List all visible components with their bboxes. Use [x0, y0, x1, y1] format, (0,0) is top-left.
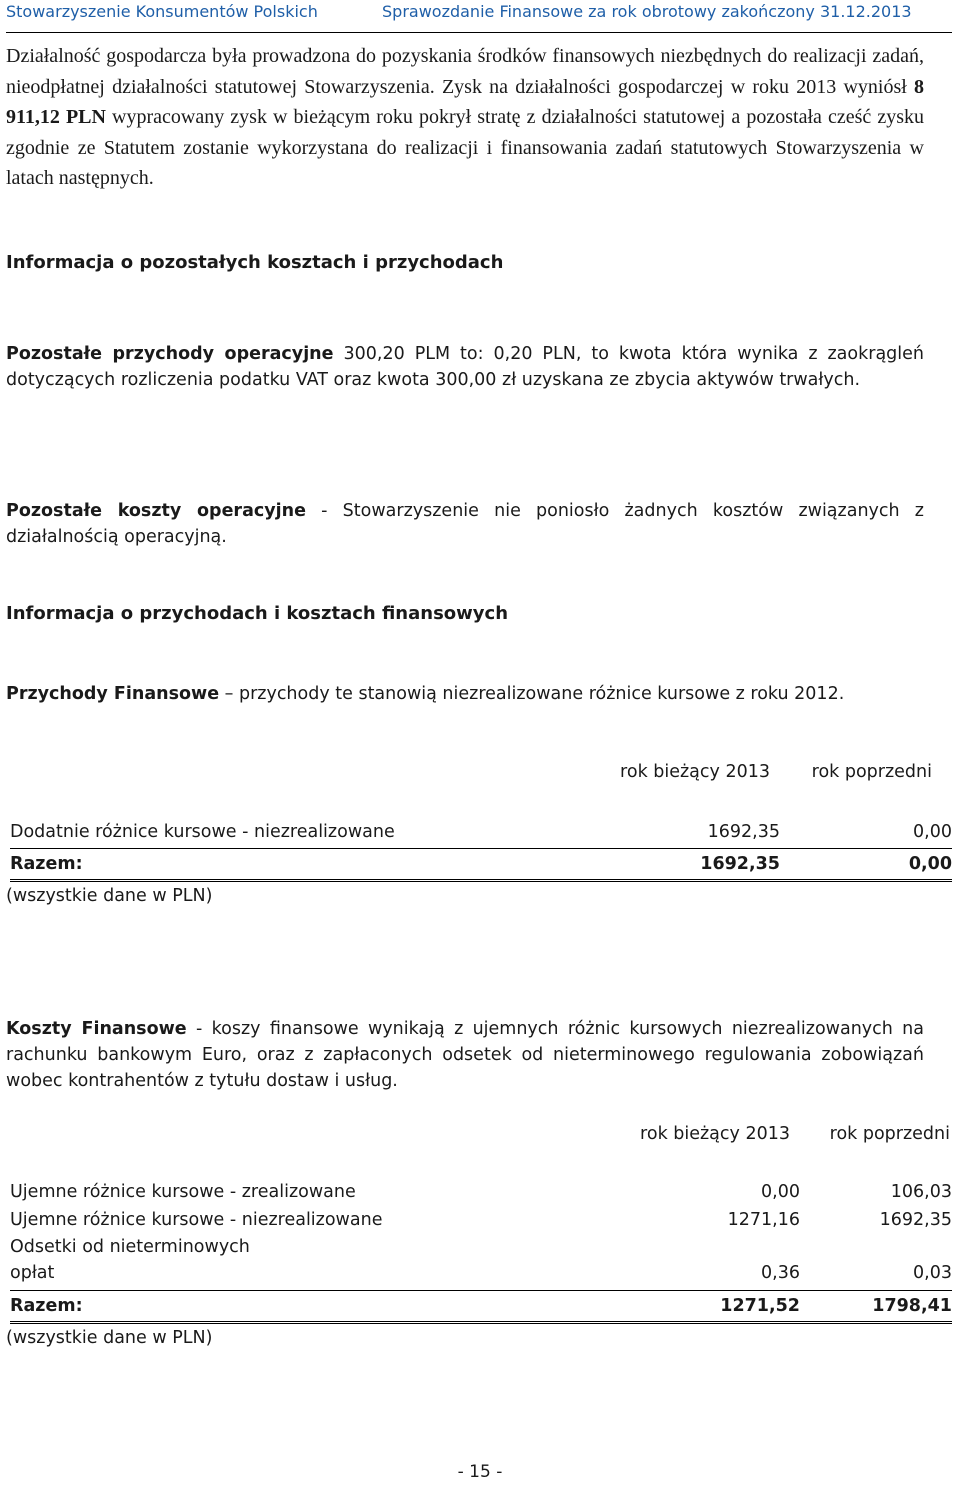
table-row	[10, 1237, 952, 1263]
total-current-value: 1271,52	[720, 1296, 800, 1316]
section-heading-other: Informacja o pozostałych kosztach i przychodach	[6, 252, 504, 273]
table-note	[6, 1328, 952, 1354]
other-costs-paragraph	[6, 498, 924, 550]
financial-income-label: Przychody Finansowe	[6, 684, 220, 704]
header-report-title: Sprawozdanie Finansowe za rok obrotowy zakończony 31.12.2013	[382, 2, 912, 21]
financial-costs-paragraph	[6, 1016, 924, 1094]
other-income-text: 300,20 PLM to: 0,20 PLN, to kwota która wynika z zaokrągleń dotyczących rozliczenia podatku VAT oraz kwota 300,00 zł uzyskana ze zbycia aktywów trwałych.	[6, 344, 924, 390]
intro-text-a: Działalność gospodarcza była prowadzona do pozyskania środków finansowych niezbędnych do realizacji zadań, nieodpłatnej działalności statutowej Stowarzyszenia.	[6, 45, 924, 98]
row-current-value: 1692,35	[707, 822, 780, 842]
table-total-underline	[10, 1321, 952, 1324]
column-header-current: rok bieżący 2013	[620, 762, 770, 782]
table-note	[6, 886, 952, 912]
total-previous-value: 0,00	[908, 854, 952, 874]
other-income-label: Pozostałe przychody operacyjne	[6, 344, 334, 364]
header-divider	[6, 32, 952, 33]
financial-income-paragraph	[6, 681, 924, 707]
row-previous-value: 1692,35	[879, 1210, 952, 1230]
column-header-previous: rok poprzedni	[811, 762, 932, 782]
financial-costs-text: - koszy finansowe wynikają z ujemnych różnic kursowych niezrealizowanych na rachunku bankowym Euro, oraz z zapłaconych odsetek od nieterminowego regulowania zobowiązań wobec kontrahentów z tytułu dostaw i usług.	[6, 1019, 924, 1091]
row-label: Ujemne różnice kursowe - zrealizowane	[10, 1182, 356, 1202]
page-number: - 15 -	[457, 1462, 503, 1482]
row-previous-value: 0,00	[913, 822, 952, 842]
row-current-value: 0,00	[761, 1182, 800, 1202]
row-label-line2: opłat	[10, 1263, 55, 1283]
row-previous-value: 0,03	[913, 1263, 952, 1283]
row-label-line1: Odsetki od nieterminowych	[10, 1237, 250, 1257]
total-previous-value: 1798,41	[872, 1296, 952, 1316]
total-current-value: 1692,35	[700, 854, 780, 874]
table-total-row	[10, 854, 952, 880]
intro-profit-amount: 8 911,12 PLN	[6, 75, 925, 128]
table-divider	[10, 1290, 952, 1291]
units-note: (wszystkie dane w PLN)	[6, 1328, 213, 1348]
other-income-paragraph	[6, 341, 924, 393]
column-header-current: rok bieżący 2013	[640, 1124, 790, 1144]
table-row	[10, 1210, 952, 1236]
column-header-previous: rok poprzedni	[829, 1124, 950, 1144]
intro-text-c: wypracowany zysk w bieżącym roku pokrył stratę z działalności statutowej a pozostała cześć zysku zgodnie ze Statutem zostanie wykorzystana do realizacji i finansowania zadań statutowych Stowarzyszenia w latach następnych.	[6, 106, 925, 189]
other-costs-label: Pozostałe koszty operacyjne	[6, 501, 306, 521]
row-label: Ujemne różnice kursowe - niezrealizowane	[10, 1210, 383, 1230]
other-costs-text: - Stowarzyszenie nie poniosło żadnych kosztów związanych z działalnością operacyjną.	[6, 501, 924, 547]
table-header-row	[10, 762, 952, 788]
table-total-underline	[10, 879, 952, 882]
table-header-row	[10, 1124, 952, 1150]
page-header	[6, 2, 952, 24]
total-label: Razem:	[10, 854, 83, 874]
financial-income-text: – przychody te stanowią niezrealizowane różnice kursowe z roku 2012.	[219, 684, 845, 704]
header-organization: Stowarzyszenie Konsumentów Polskich	[6, 2, 318, 21]
section-heading-financial: Informacja o przychodach i kosztach finansowych	[6, 603, 509, 624]
intro-paragraph	[6, 41, 924, 194]
table-divider	[10, 848, 952, 849]
table-row	[10, 1182, 952, 1208]
financial-costs-label: Koszty Finansowe	[6, 1019, 187, 1039]
table-row	[10, 1263, 952, 1289]
table-row	[10, 822, 952, 848]
row-previous-value: 106,03	[890, 1182, 952, 1202]
financial-income-table	[6, 762, 952, 912]
total-label: Razem:	[10, 1296, 83, 1316]
row-current-value: 1271,16	[727, 1210, 800, 1230]
units-note: (wszystkie dane w PLN)	[6, 886, 213, 906]
row-current-value: 0,36	[761, 1263, 800, 1283]
financial-costs-table	[6, 1124, 952, 1359]
intro-text-b: Zysk na działalności gospodarczej w roku 2013 wyniósł	[441, 75, 907, 98]
table-total-row	[10, 1296, 952, 1322]
row-label: Dodatnie różnice kursowe - niezrealizowane	[10, 822, 395, 842]
